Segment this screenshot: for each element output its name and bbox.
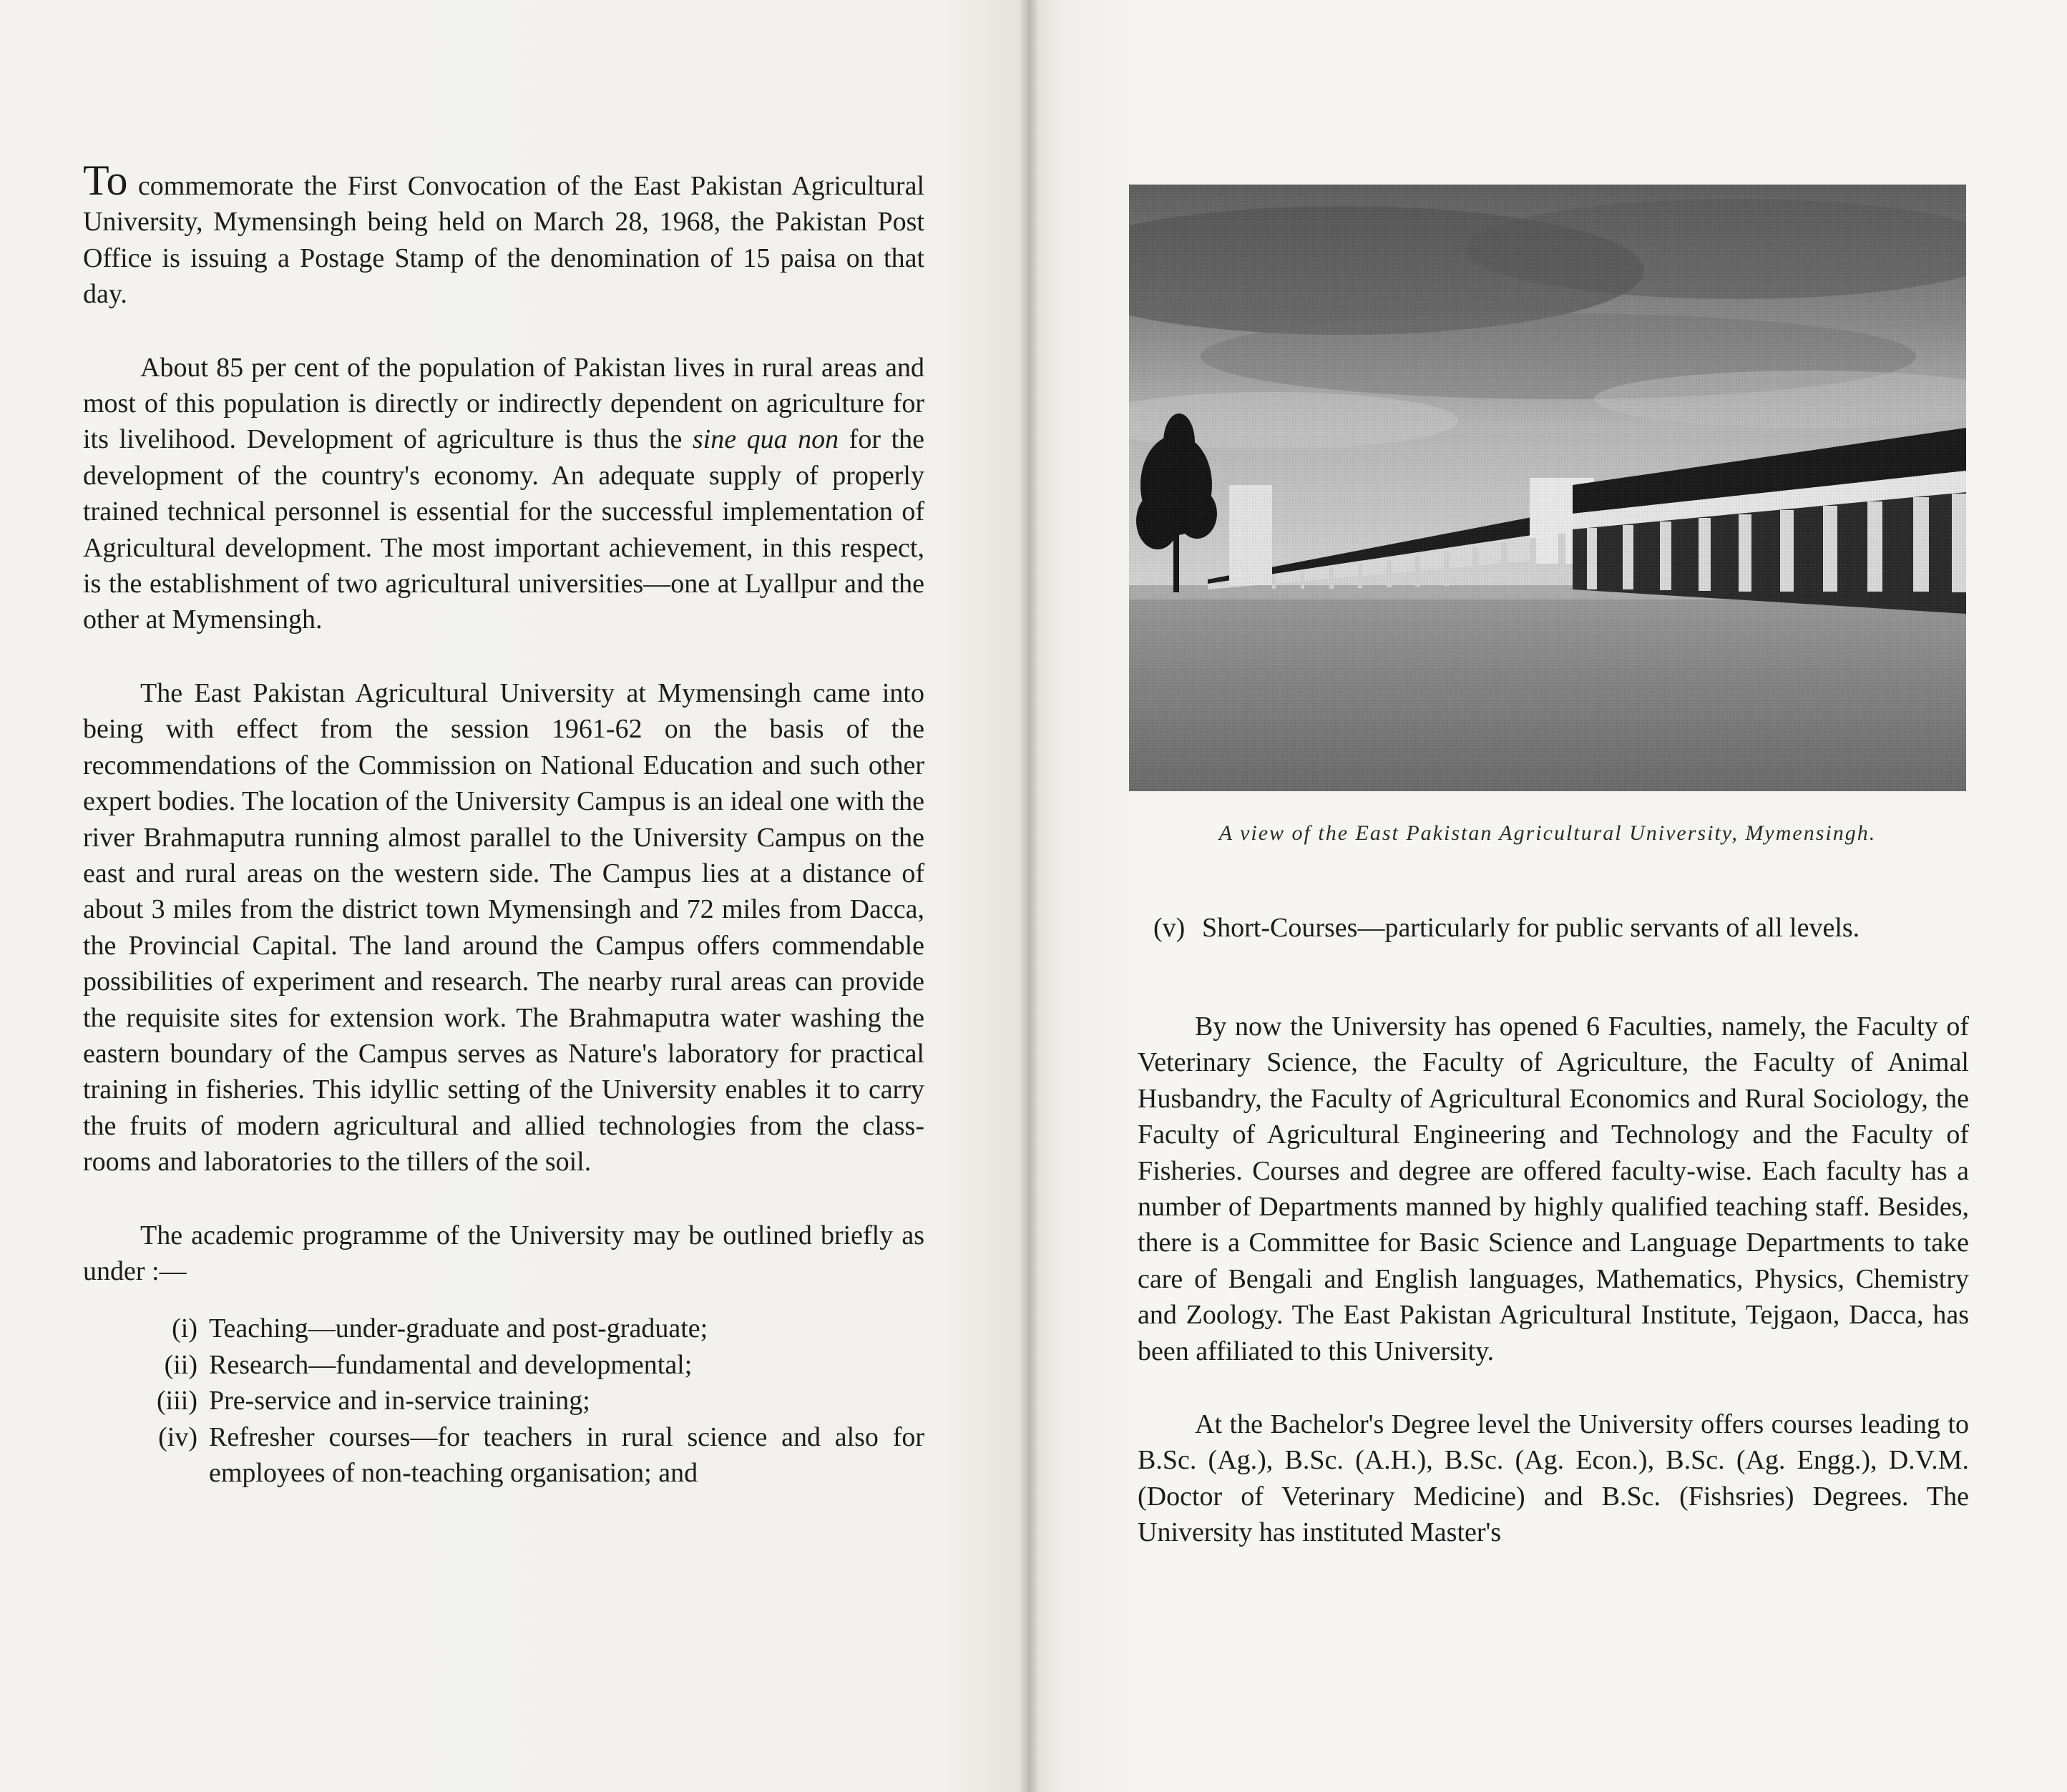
programme-list bbox=[83, 1311, 924, 1491]
intro-paragraph bbox=[83, 157, 925, 313]
list-item-number: (ii) bbox=[164, 1349, 197, 1380]
list-item-number: (v) bbox=[1153, 913, 1186, 943]
intro-text: commemorate the First Convocation of the East Pakistan Agricultural University, Mymensingh being held on March 28, 1968, the Pakistan Post Office is issuing a Postage Stamp of the denomination of 15 paisa on that day. bbox=[83, 171, 925, 310]
book-gutter bbox=[1019, 0, 1039, 1792]
university-location-paragraph: The East Pakistan Agricultural University at Mymensingh came into being with effect from the session 1961-62 on the basis of the recommendations of the Commission on National Education and such other expert bodies. The location of the University Campus is an ideal one with the river Brahmaputra running almost parallel to the University Campus on the east and rural areas on the western side. The Campus lies at a distance of about 3 miles from the district town Mymensingh and 72 miles from Dacca, the Provincial Capital. The land around the Campus offers commendable possibilities of experiment and research. The nearby rural areas can provide the requisite sites for extension work. The Brahmaputra water washing the eastern boundary of the Campus serves as Nature's laboratory for practical training in fisheries. This idyllic setting of the University enables it to carry the fruits of modern agricultural and allied technologies from the class-rooms and laboratories to the tillers of the soil. bbox=[83, 677, 924, 1177]
list-item-text: Short-Courses—particularly for public servants of all levels. bbox=[1202, 913, 1860, 943]
list-item-continued bbox=[1153, 910, 1972, 946]
list-item-number: (i) bbox=[172, 1313, 197, 1344]
list-item-text: Pre-service and in-service training; bbox=[209, 1386, 590, 1416]
list-item-text: Research—fundamental and developmental; bbox=[209, 1349, 693, 1380]
population-text-end: for the development of the country's economy. An adequate supply of properly trained technical personnel is essential for the successful implementation of Agricultural development. The most important achievement, in this respect, is the establishment of two agricultural universities—one at Lyallpur and the other at Mymensingh. bbox=[83, 424, 924, 635]
photo-caption: A view of the East Pakistan Agricultural University, Mymensingh. bbox=[1218, 821, 1877, 845]
list-item bbox=[83, 1419, 924, 1492]
list-item bbox=[83, 1383, 924, 1419]
faculties-paragraph: By now the University has opened 6 Faculties, namely, the Faculty of Veterinary Science, the Faculty of Agriculture, the Faculty of Animal Husbandry, the Faculty of Agricultural Economics and Rural Sociology, the Faculty of Agricultural Engineering and Technology and the Faculty of Fisheries. Courses and degree are offered faculty-wise. Each faculty has a number of Departments manned by highly qualified teaching staff. Besides, there is a Committee for Basic Science and Language Departments to take care of Bengali and English languages, Mathematics, Physics, Chemistry and Zoology. The East Pakistan Agricultural Institute, Tejgaon, Dacca, has been affiliated to this University. bbox=[1138, 1012, 1969, 1366]
list-item-number: (iii) bbox=[157, 1386, 197, 1416]
list-item-text: Refresher courses—for teachers in rural science and also for employees of non-teaching organisation; and bbox=[209, 1421, 924, 1488]
bachelor-degree-paragraph: At the Bachelor's Degree level the University offers courses leading to B.Sc. (Ag.), B.Sc. (A.H.), B.Sc. (Ag. Econ.), B.Sc. (Ag. Engg.), D.V.M. (Doctor of Veterinary Medicine) and B.Sc. (Fishsries) Degrees. The University has instituted Master's bbox=[1138, 1409, 1969, 1548]
list-item bbox=[83, 1311, 924, 1346]
university-photo bbox=[1129, 185, 1966, 791]
list-item-number: (iv) bbox=[158, 1421, 197, 1452]
intro-dropcap: To bbox=[83, 157, 128, 204]
left-text-column bbox=[83, 157, 925, 1491]
population-text-start: About 85 per cent of the population of Pakistan lives in rural areas and most of this population is directly or indirectly dependent on agriculture for its livelihood. Development of agriculture is thus the bbox=[83, 352, 924, 455]
list-item-text: Teaching—under-graduate and post-graduate; bbox=[209, 1313, 708, 1344]
left-page bbox=[0, 0, 1029, 1792]
university-building-illustration bbox=[1129, 185, 1966, 791]
academic-programme-intro: The academic programme of the University may be outlined briefly as under :— bbox=[83, 1220, 924, 1286]
right-text-column bbox=[1138, 1009, 1969, 1551]
list-item bbox=[83, 1347, 924, 1383]
sine-qua-non-italic: sine qua non bbox=[692, 424, 839, 455]
population-paragraph bbox=[83, 350, 924, 638]
